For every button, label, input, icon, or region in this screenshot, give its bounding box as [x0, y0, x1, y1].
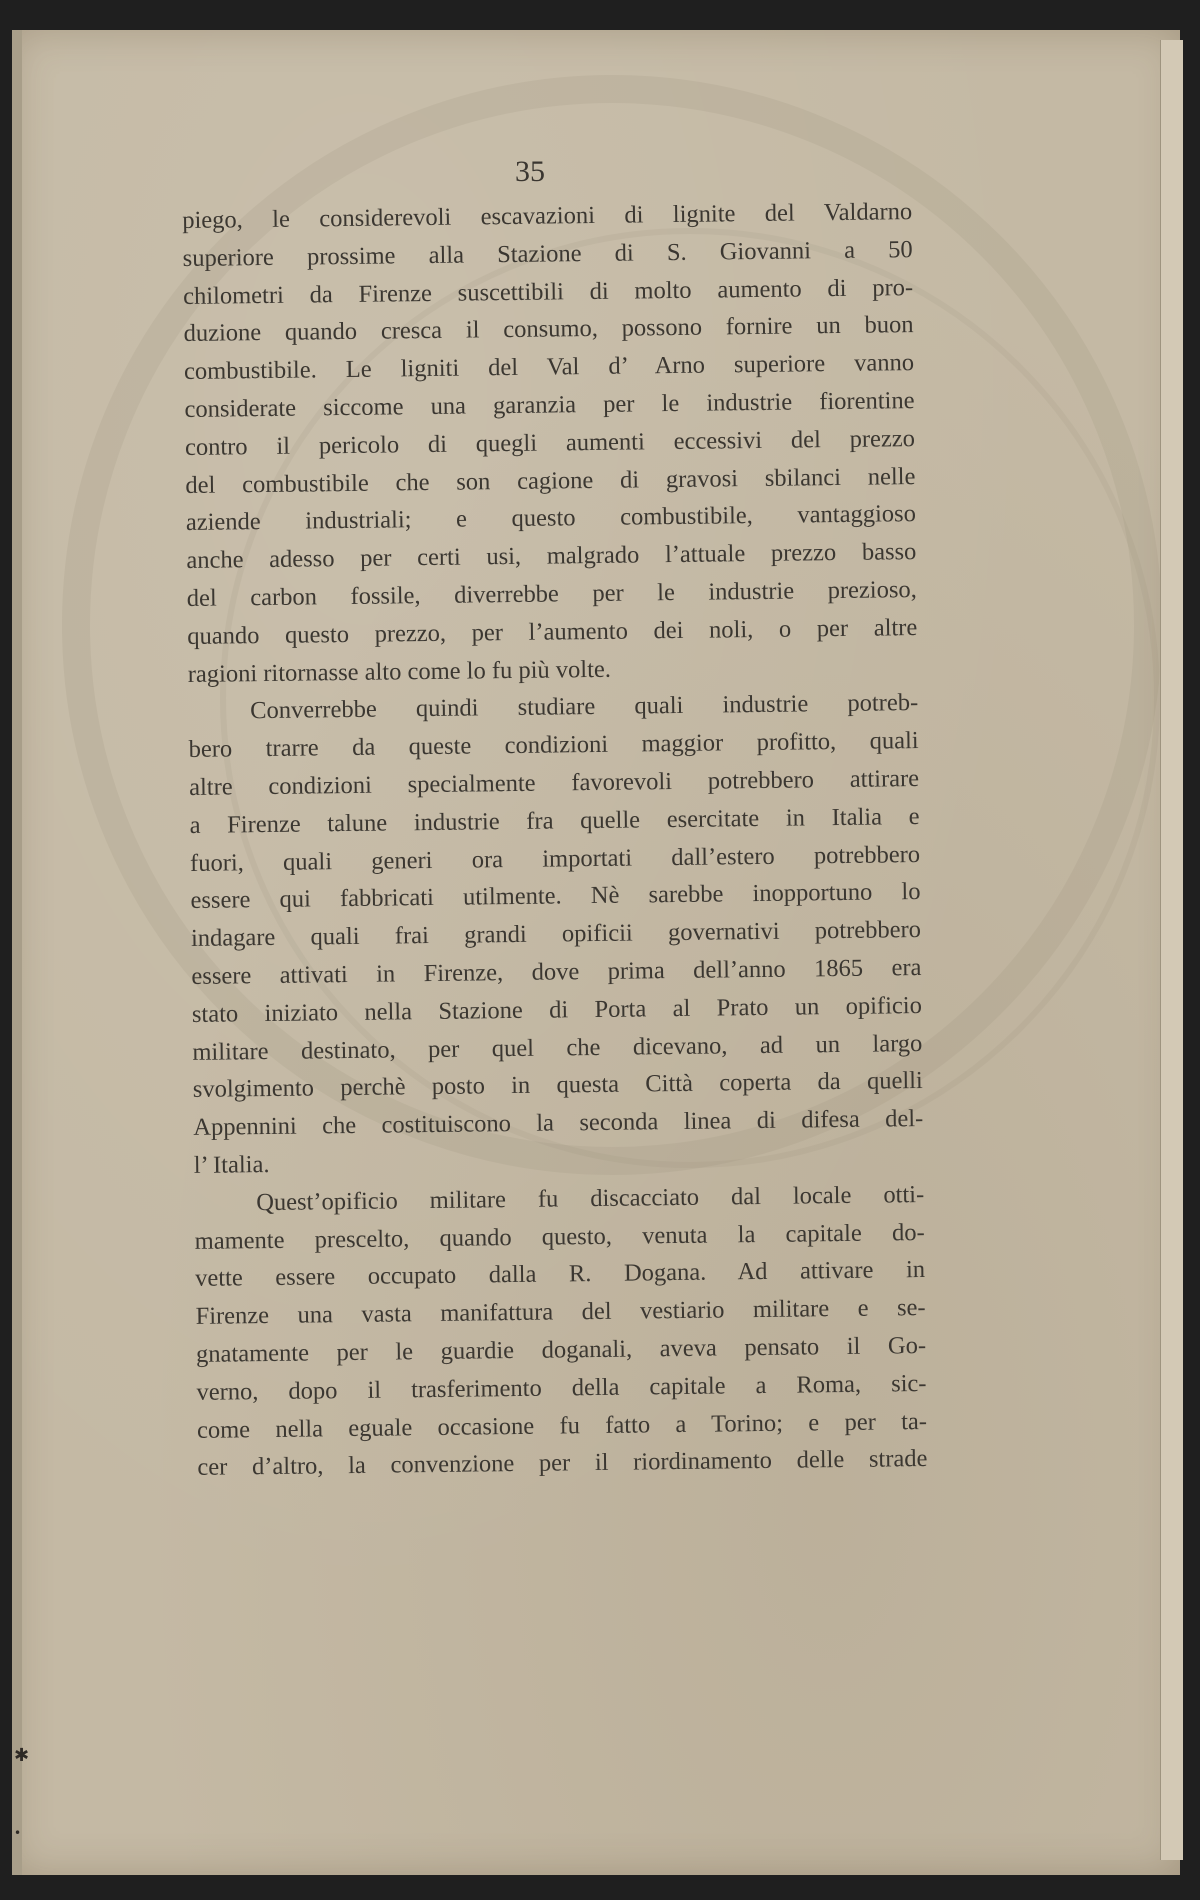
text-line: Firenze una vasta manifattura del vestiario militare e se-	[195, 1294, 926, 1331]
text-line: Appennini che costituiscono la seconda linea di difesa del-	[193, 1105, 924, 1142]
text-line: del combustibile che son cagione di gravosi sbilanci nelle	[185, 462, 916, 499]
page-right-edge	[1160, 40, 1183, 1860]
page-left-edge	[12, 30, 22, 1875]
text-line: come nella eguale occasione fu fatto a Torino; e per ta-	[196, 1407, 928, 1444]
text-line: contro il pericolo di quegli aumenti eccessivi del prezzo	[184, 424, 916, 461]
text-line: chilometri da Firenze suscettibili di molto aumento di pro-	[182, 273, 914, 310]
text-line: fuori, quali generi ora importati dall’estero potrebbero	[189, 840, 921, 877]
text-line: vette essere occupato dalla R. Dogana. Ad attivare in	[194, 1256, 926, 1293]
text-line: bero trarre da queste condizioni maggior profitto, quali	[188, 727, 919, 764]
body-text	[182, 193, 928, 1487]
text-line: piego, le considerevoli escavazioni di lignite del Valdarno	[182, 198, 913, 234]
text-line: anche adesso per certi usi, malgrado l’attuale prezzo basso	[186, 538, 917, 575]
text-line: a Firenze talune industrie fra quelle esercitate in Italia e	[189, 802, 920, 839]
margin-marks	[14, 1745, 29, 1840]
text-line: Converrebbe quindi studiare quali industrie potreb-	[250, 689, 919, 725]
page-number: 35	[515, 155, 545, 188]
text-line: indagare quali frai grandi opificii governativi potrebbero	[190, 916, 922, 953]
text-line: cer d’altro, la convenzione per il riordinamento delle strade	[197, 1445, 928, 1482]
ink-blot-icon: ✱	[14, 1745, 30, 1766]
text-line: considerate siccome una garanzia per le industrie fiorentine	[184, 387, 915, 423]
text-line: Quest’opificio militare fu discacciato dal locale otti-	[256, 1180, 925, 1216]
text-line: svolgimento perchè posto in questa Città coperta da quelli	[192, 1067, 923, 1104]
text-line: aziende industriali; e questo combustibile, vantaggioso	[185, 500, 917, 537]
text-line: mamente prescelto, quando questo, venuta la capitale do-	[194, 1218, 925, 1255]
text-line: ragioni ritornasse alto come lo fu più volte.	[187, 655, 612, 688]
text-line: combustibile. Le ligniti del Val d’ Arno superiore vanno	[183, 349, 915, 386]
ink-speck-icon: •	[14, 1826, 22, 1840]
text-line: duzione quando cresca il consumo, possono fornire un buon	[183, 311, 914, 348]
text-line: stato iniziato nella Stazione di Porta al Prato un opificio	[191, 991, 923, 1028]
text-line: gnatamente per le guardie doganali, aveva pensato il Go-	[195, 1331, 927, 1368]
text-line: militare destinato, per quel che dicevano, ad un largo	[192, 1029, 923, 1066]
text-line: del carbon fossile, diverrebbe per le industrie prezioso,	[186, 576, 917, 612]
text-line: essere attivati in Firenze, dove prima dell’anno 1865 era	[191, 953, 922, 990]
text-line: superiore prossime alla Stazione di S. Giovanni a 50	[182, 235, 913, 272]
text-line: verno, dopo il trasferimento della capitale a Roma, sic-	[196, 1369, 927, 1406]
text-line: quando questo prezzo, per l’aumento dei noli, o per altre	[187, 613, 918, 650]
text-line: essere qui fabbricati utilmente. Nè sarebbe inopportuno lo	[190, 878, 921, 915]
text-line: l’ Italia.	[193, 1150, 270, 1179]
text-line: altre condizioni specialmente favorevoli potrebbero attirare	[188, 764, 920, 801]
